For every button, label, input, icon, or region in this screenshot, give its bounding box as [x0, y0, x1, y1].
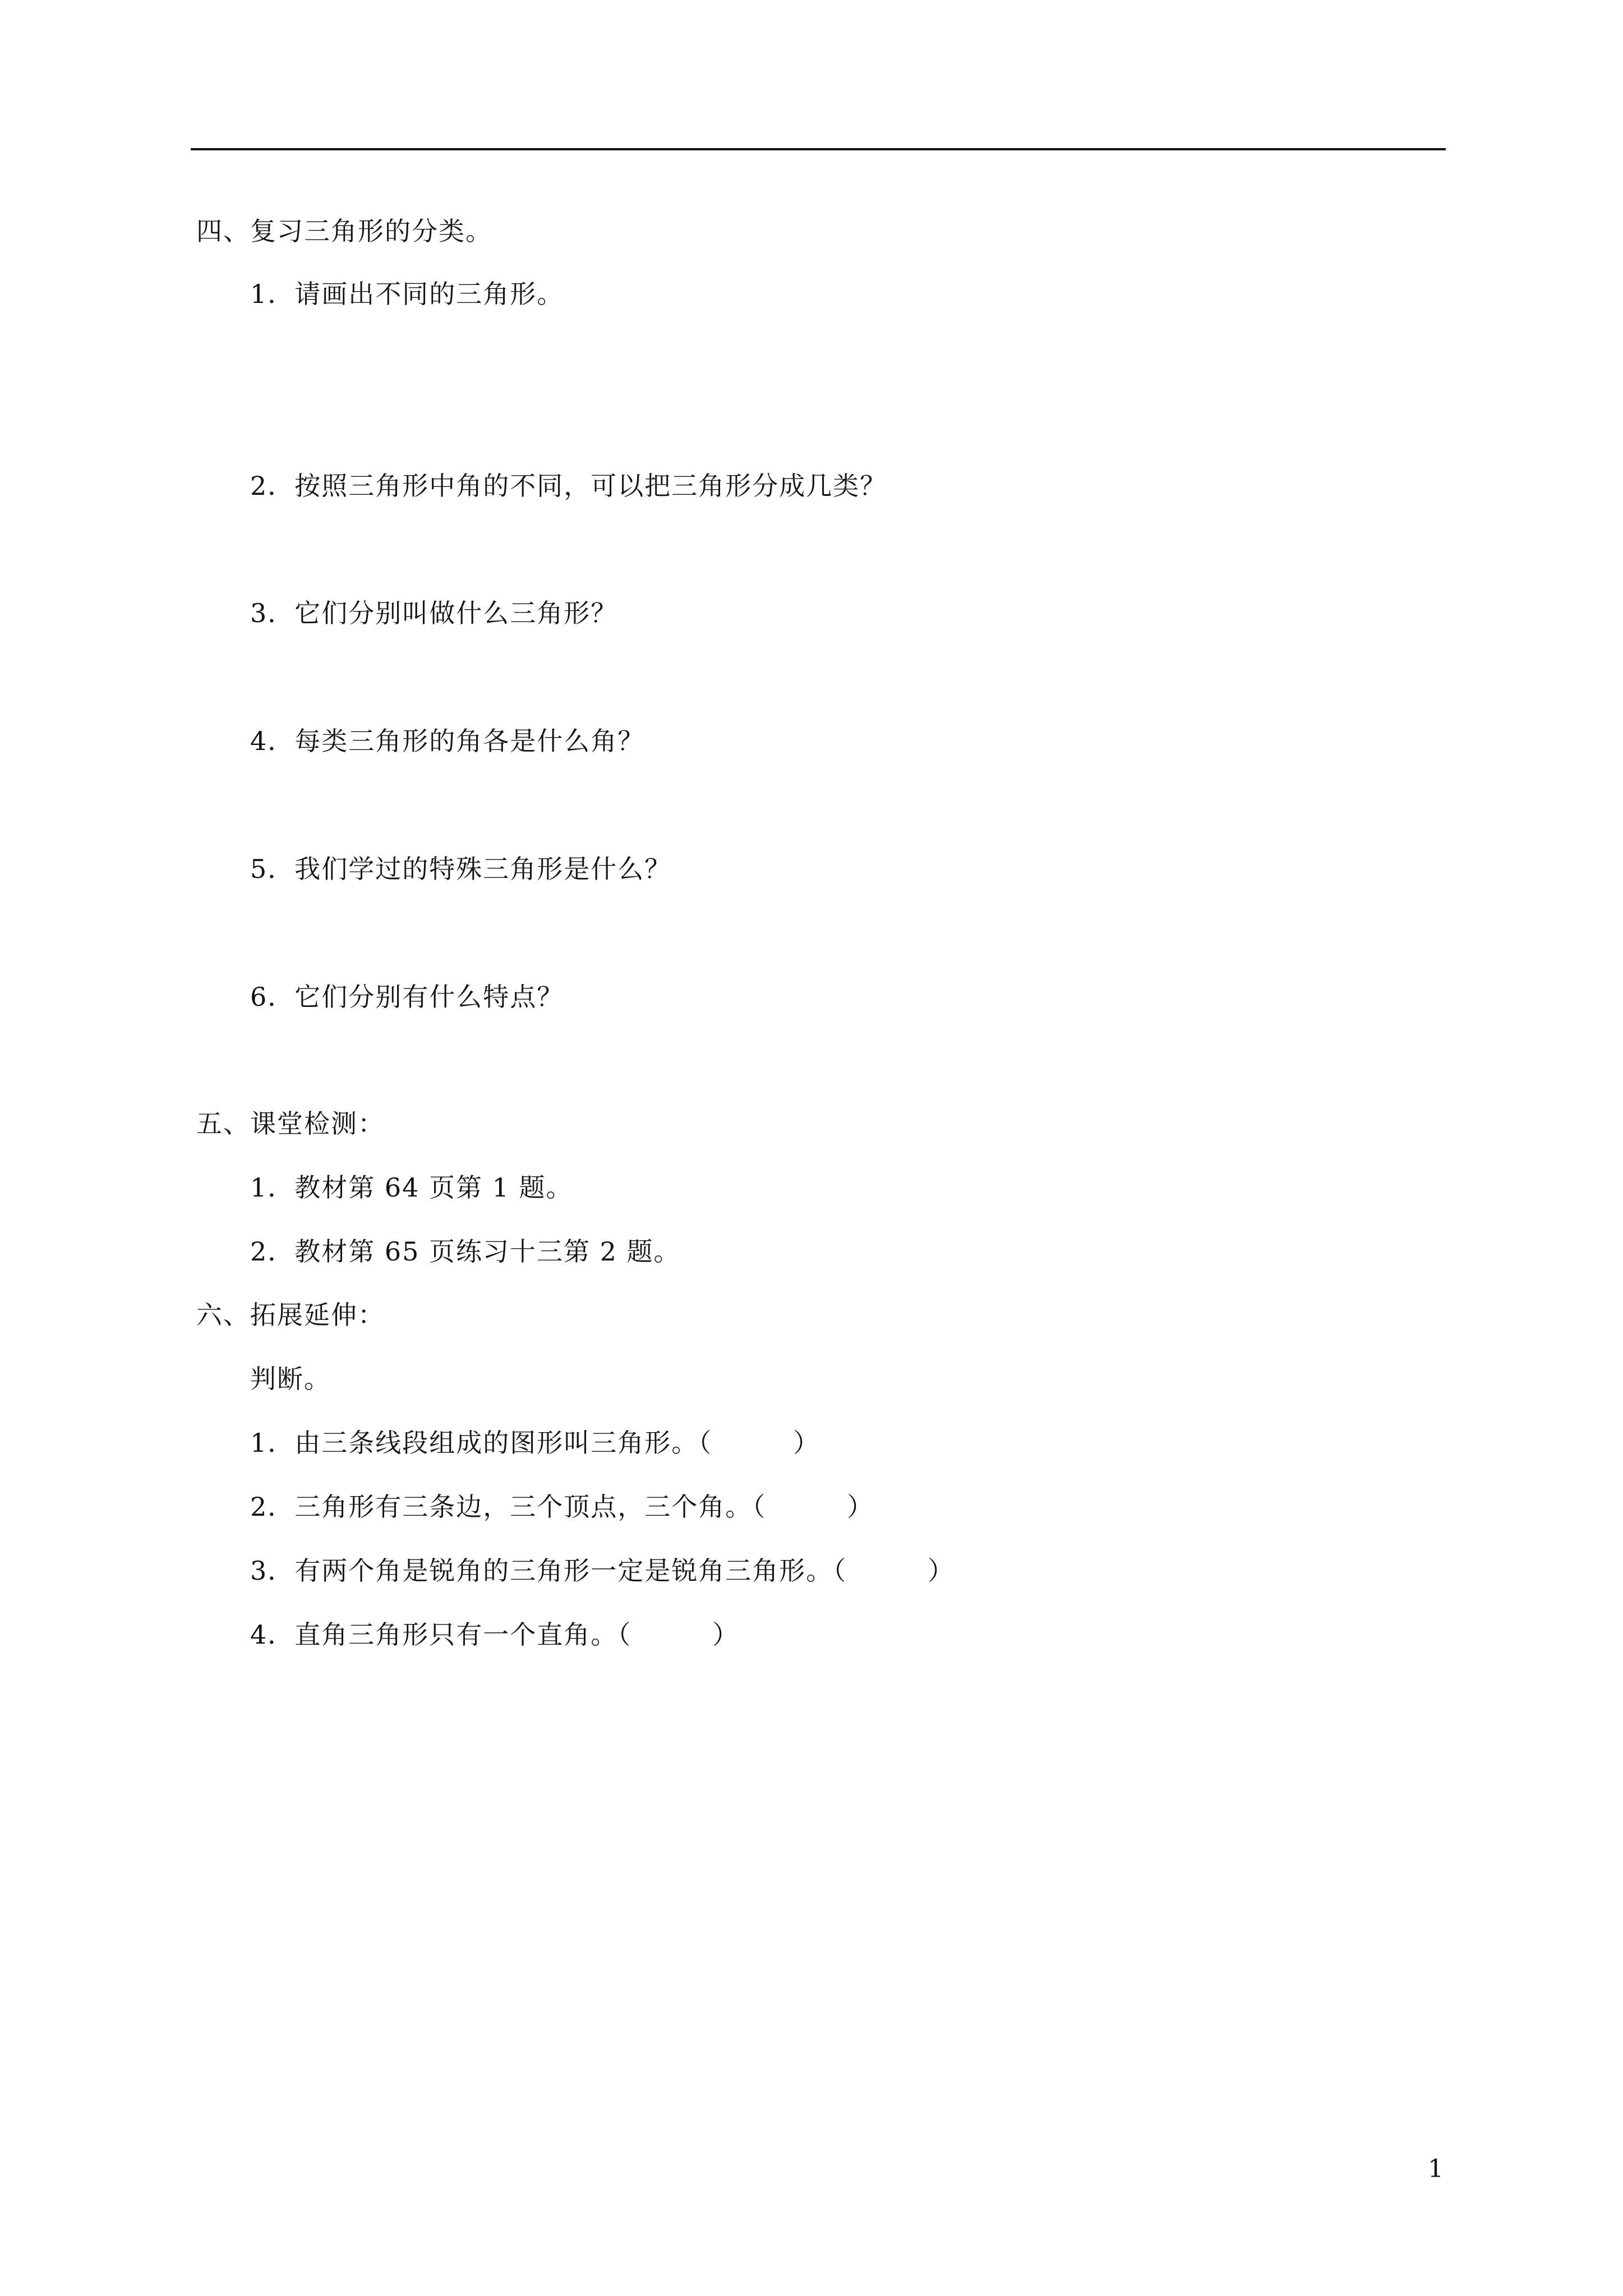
section-4-heading: 四、复习三角形的分类。	[196, 216, 492, 246]
section-6-item-4: 4．直角三角形只有一个直角。（ ）	[250, 1619, 740, 1650]
section-6-intro: 判断。	[250, 1364, 331, 1394]
section-6-item-3: 3．有两个角是锐角的三角形一定是锐角三角形。（ ）	[250, 1556, 955, 1586]
section-4-item-4: 4．每类三角形的角各是什么角？	[250, 726, 645, 756]
section-6-heading: 六、拓展延伸：	[196, 1300, 385, 1330]
section-6-item-2: 2．三角形有三条边，三个顶点，三个角。（ ）	[250, 1492, 874, 1522]
section-4-item-5: 5．我们学过的特殊三角形是什么？	[250, 854, 672, 884]
page-number: 1	[1428, 2155, 1444, 2183]
section-4-item-3: 3．它们分别叫做什么三角形？	[250, 598, 618, 628]
section-4-item-2: 2．按照三角形中角的不同，可以把三角形分成几类？	[250, 471, 887, 501]
section-4-item-1: 1．请画出不同的三角形。	[250, 279, 564, 309]
section-5-heading: 五、课堂检测：	[196, 1108, 385, 1139]
section-6-item-1: 1．由三条线段组成的图形叫三角形。（ ）	[250, 1428, 820, 1458]
header-rule	[191, 148, 1446, 150]
section-5-item-2: 2．教材第 65 页练习十三第 2 题。	[250, 1236, 681, 1267]
section-4-item-6: 6．它们分别有什么特点？	[250, 982, 564, 1012]
section-5-item-1: 1．教材第 64 页第 1 题。	[250, 1172, 573, 1203]
